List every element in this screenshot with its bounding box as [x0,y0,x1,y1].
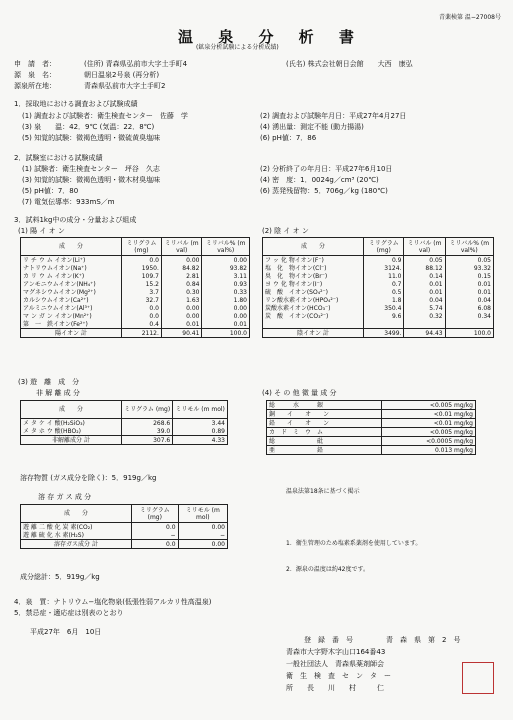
table-row [263,296,494,304]
table-row [21,304,250,312]
table-total-label: 溶存ガス成分 計 [21,540,132,549]
cell-value: 0.32 [404,312,445,320]
reg-label: 登 録 番 号 [304,636,353,644]
cell-value: 0.01 [404,280,445,288]
cell-value: 0.0 [132,523,179,532]
cell-value: 0.01 [404,288,445,296]
table-row [263,256,494,265]
cell-value: 0.93 [202,280,250,288]
table-total-label: 陰イオン 計 [263,329,364,338]
table-row [21,320,250,329]
section2-item: (6) 蒸発残留物：5．706g／kg (180℃) [260,187,388,195]
total-components: 成分総計：5．919g／kg [20,573,100,581]
cell-value: 93.32 [445,264,493,272]
cell-value: 2.81 [161,272,202,280]
cell-component: 硫 酸 イオン(SO₄²⁻) [263,288,364,296]
table-row [263,272,494,280]
cell-component: アンモニウムイオン(NH₄⁺) [21,280,122,288]
table-row [21,296,250,304]
cell-value: 32.7 [122,296,162,304]
cell-value: 0.01 [445,288,493,296]
cell-value: − [178,531,227,540]
cell-value: 0.0 [122,312,162,320]
dissolved-gas-title: 溶 存 ガ ス 成 分 [38,493,92,501]
col-mvalp: ミリバル% (m val%) [445,238,493,256]
table-total-value: 0.0 [132,540,179,549]
table-row [267,419,476,428]
official-seal [462,662,494,694]
cell-component: 臭 化 物イオン(Br⁻) [263,272,364,280]
col-mmol: ミリモル (m mol) [178,505,227,523]
table-row [263,280,494,288]
col-mval: ミリバル (m val) [404,238,445,256]
cell-component: メ タ ケ イ 酸(H₂SiO₃) [21,419,122,428]
cation-table [20,237,250,338]
cell-value: 1.63 [161,296,202,304]
section1-item: (1) 調査および試験者：衛生検査センター 佐藤 学 [22,112,188,120]
cell-value: 268.6 [122,419,173,428]
cell-value: 3.7 [122,288,162,296]
table-row [263,288,494,296]
reg-value: 青 森 県 第 2 号 [386,636,461,644]
cell-component: 亜 鉛 [267,446,382,455]
source-location-label: 源泉所在地： [14,82,56,90]
col-mg: ミリグラム (mg) [122,401,173,419]
cell-value: 15.2 [122,280,162,288]
cell-component: カ リ ウ ム イオン(K⁺) [21,272,122,280]
cell-component: 遊 離 硫 化 水 素(H₂S) [21,531,132,540]
cell-value: 0.9 [364,256,404,265]
table-row [21,427,228,436]
cell-value: 0.01 [445,280,493,288]
cell-component: 塩 化 物イオン(Cl⁻) [263,264,364,272]
cell-component: 第 一 鉄イオン(Fe²⁺) [21,320,122,329]
section1-heading: 1．採取地における調査および試験成績 [14,100,138,108]
table-row [21,419,228,428]
cell-value: <0.005 mg/kg [382,428,476,437]
cell-value: 0.30 [161,288,202,296]
col-mg: ミリグラム (mg) [122,238,162,256]
cell-value: 0.84 [161,280,202,288]
table-row [21,531,228,540]
undissociated-subtitle: 非 解 離 成 分 [36,389,80,397]
table-row [21,288,250,296]
cell-component: フ ッ 化 物イオン(F⁻) [263,256,364,265]
col-mmol: ミリモル (m mol) [173,401,228,419]
cell-component: カルシウムイオン(Ca²⁺) [21,296,122,304]
cell-value: 1950. [122,264,162,272]
cell-component: 鉛 イ オ ン [267,419,382,428]
cell-component: 総 水 銀 [267,401,382,410]
cell-value: 84.82 [161,264,202,272]
table-row [263,320,494,329]
table-total-value: 100.0 [202,329,250,338]
table-row [21,523,228,532]
table-row [267,401,476,410]
section2-item: (7) 電気伝導率：933mS／m [22,198,115,206]
table-total-value: 0.00 [178,540,227,549]
col-mvalp: ミリバル% (m val%) [202,238,250,256]
cell-value: <0.01 mg/kg [382,410,476,419]
cell-value: 0.15 [445,272,493,280]
cell-value: 0.5 [364,288,404,296]
section5: 5．禁忌症・適応症は別表のとおり [14,609,124,617]
section1-item: (4) 湧出量：測定不能 (動力揚湯) [260,123,364,131]
anion-table [262,237,494,338]
cell-value: 0.013 mg/kg [382,446,476,455]
cell-component: メ タ ホ ウ 酸(HBO₂) [21,427,122,436]
cell-component: カ ド ミ ウ ム [267,428,382,437]
document-number: 青薬検第 温−27008号 [438,14,501,21]
cell-value: 0.34 [445,312,493,320]
cell-value: 0.04 [445,296,493,304]
cell-value: 0.00 [202,312,250,320]
section2-item: (5) pH値：7．80 [22,187,79,195]
cell-value: 350.4 [364,304,404,312]
cell-value [404,320,445,329]
applicant-label: 申 請 者： [14,60,56,68]
cell-component: アルミニウムイオン(Al³⁺) [21,304,122,312]
undissociated-table [20,400,228,445]
cell-component: 遊 離 二 酸 化 炭 素(CO₂) [21,523,132,532]
section1-item: (5) 知覚的試験：微褐色透明・微硫黄臭塩味 [22,134,161,142]
cell-value: 0.04 [404,296,445,304]
section2-item: (3) 知覚的試験：微褐色透明・微木材臭塩味 [22,176,161,184]
cell-value: 109.7 [122,272,162,280]
cell-value: 0.05 [445,256,493,265]
table-total-value: 90.41 [161,329,202,338]
table-row [21,256,250,265]
section1-item: (2) 調査および試験年月日：平成27年4月27日 [260,112,407,120]
col-mg: ミリグラム (mg) [132,505,179,523]
cell-value: 0.0 [122,256,162,265]
section2-item: (2) 分析終了の年月日：平成27年6月10日 [260,165,393,173]
cell-value: 5.74 [404,304,445,312]
cell-component: マ ン ガ ン イオン(Mn²⁺) [21,312,122,320]
section1-item: (6) pH値：7．86 [260,134,317,142]
col-component: 成 分 [21,505,132,523]
cell-value: 0.00 [161,304,202,312]
cell-component: ナトリウムイオン(Na⁺) [21,264,122,272]
cell-value: 39.0 [122,427,173,436]
table-total-value: 2112. [122,329,162,338]
cell-value: 88.12 [404,264,445,272]
cell-component: マグネシウムイオン(Mg²⁺) [21,288,122,296]
cell-value: 6.08 [445,304,493,312]
footer-org1: 一般社団法人 青森県薬剤師会 [286,660,384,668]
section4: 4．泉 質：ナトリウム−塩化物泉(低張性弱アルカリ性高温泉) [14,598,212,606]
document-date: 平成27年 6月 10日 [30,628,102,636]
source-name: 朝日温泉2号泉 (再分析) [84,71,160,79]
cell-component: 総 砒 [267,437,382,446]
cell-value: 11.0 [364,272,404,280]
table-total-label: 陽イオン 計 [21,329,122,338]
footer-address: 青森市大字野木字山口164番43 [286,648,386,656]
table-total-label: 非解離成分 計 [21,436,122,445]
cell-component [263,320,364,329]
cell-value: 0.0 [122,304,162,312]
section2-heading: 2．試験室における試験成績 [14,154,103,162]
cell-value: 1.80 [202,296,250,304]
table-row [267,428,476,437]
section1-item: (3) 泉 温：42．9℃ (気温：22．8℃) [22,123,155,131]
cell-value: 0.14 [404,272,445,280]
cell-component: 炭酸水素イオン(HCO₃⁻) [263,304,364,312]
trace-table [266,400,476,455]
cell-component: リ チ ウ ム イオン(Li⁺) [21,256,122,265]
table-total-value: 307.6 [122,436,173,445]
cell-value: 0.05 [404,256,445,265]
table-total-value: 100.0 [445,329,493,338]
cell-value: 0.00 [178,523,227,532]
note-2: 2．源泉の温度は約42度です。 [286,566,369,573]
table-row [263,264,494,272]
cell-value: 0.4 [122,320,162,329]
footer-director: 所 長 川 村 仁 [286,684,384,692]
undissociated-title: (3) 遊 離 成 分 [18,378,80,386]
cell-value: 3.44 [173,419,228,428]
table-row [21,272,250,280]
table-row [267,410,476,419]
applicant-name: (氏名) 株式会社朝日会館 大西 康弘 [286,60,413,68]
table-row [21,312,250,320]
section2-item: (4) 密 度：1．0024g／cm³ (20℃) [260,176,379,184]
cell-value: 0.7 [364,280,404,288]
cell-component: 炭 酸 イオン(CO₃²⁻) [263,312,364,320]
section2-item: (1) 試験者：衛生検査センター 坪谷 久志 [22,165,160,173]
note-1: 1．衛生管理のため塩素系薬剤を使用しています。 [286,540,422,547]
cell-value: 0.01 [202,320,250,329]
trace-title: (4) そ の 他 微 量 成 分 [262,389,337,397]
cell-value: 0.00 [202,256,250,265]
cell-value: 0.00 [202,304,250,312]
cell-value: 0.00 [161,256,202,265]
cell-value: <0.01 mg/kg [382,419,476,428]
table-row [21,280,250,288]
source-location: 青森県弘前市大字土手町2 [84,82,166,90]
footer-org2: 衛 生 検 査 セ ン タ ー [286,672,391,680]
notes-heading: 温泉法第18条に基づく掲示 [286,488,360,495]
cell-value: 3124. [364,264,404,272]
dissolved-gas-table [20,504,228,549]
cell-value: <0.005 mg/kg [382,401,476,410]
anion-title: (2) 陰 イ オ ン [262,227,309,235]
table-total-value: 4.33 [173,436,228,445]
cell-value: 0.00 [161,312,202,320]
cell-value: 1.8 [364,296,404,304]
cell-value: 3.11 [202,272,250,280]
cell-value: <0.0005 mg/kg [382,437,476,446]
table-row [267,437,476,446]
col-component: 成 分 [21,401,122,419]
cell-value: 9.6 [364,312,404,320]
table-total-value: 94.43 [404,329,445,338]
document-subtitle: (鉱泉分析試験による分析成績) [196,44,279,51]
cell-value: 0.33 [202,288,250,296]
col-mval: ミリバル (m val) [161,238,202,256]
applicant-address: (住所) 青森県弘前市大字土手町4 [84,60,188,68]
section3-heading: 3．試料1kg中の成分・分量および組成 [14,216,137,224]
table-row [263,312,494,320]
cell-value: 0.89 [173,427,228,436]
source-name-label: 源 泉 名： [14,71,56,79]
cell-value: − [132,531,179,540]
cell-value [364,320,404,329]
cell-value: 0.01 [161,320,202,329]
col-component: 成 分 [21,238,122,256]
table-row [263,304,494,312]
cell-component: リン酸水素イオン(HPO₄²⁻) [263,296,364,304]
cell-value: 93.82 [202,264,250,272]
col-component: 成 分 [263,238,364,256]
table-total-value: 3499. [364,329,404,338]
cell-value [445,320,493,329]
document-title: 温 泉 分 析 書 [178,28,364,46]
table-row [21,264,250,272]
cell-component: ヨ ウ 化 物イオン(I⁻) [263,280,364,288]
col-mg: ミリグラム (mg) [364,238,404,256]
cell-component: 銅 イ オ ン [267,410,382,419]
table-row [267,446,476,455]
dissolved-total: 溶存物質 (ガス成分を除く)：5．919g／kg [20,474,157,482]
cation-title: (1) 陽 イ オ ン [18,227,65,235]
